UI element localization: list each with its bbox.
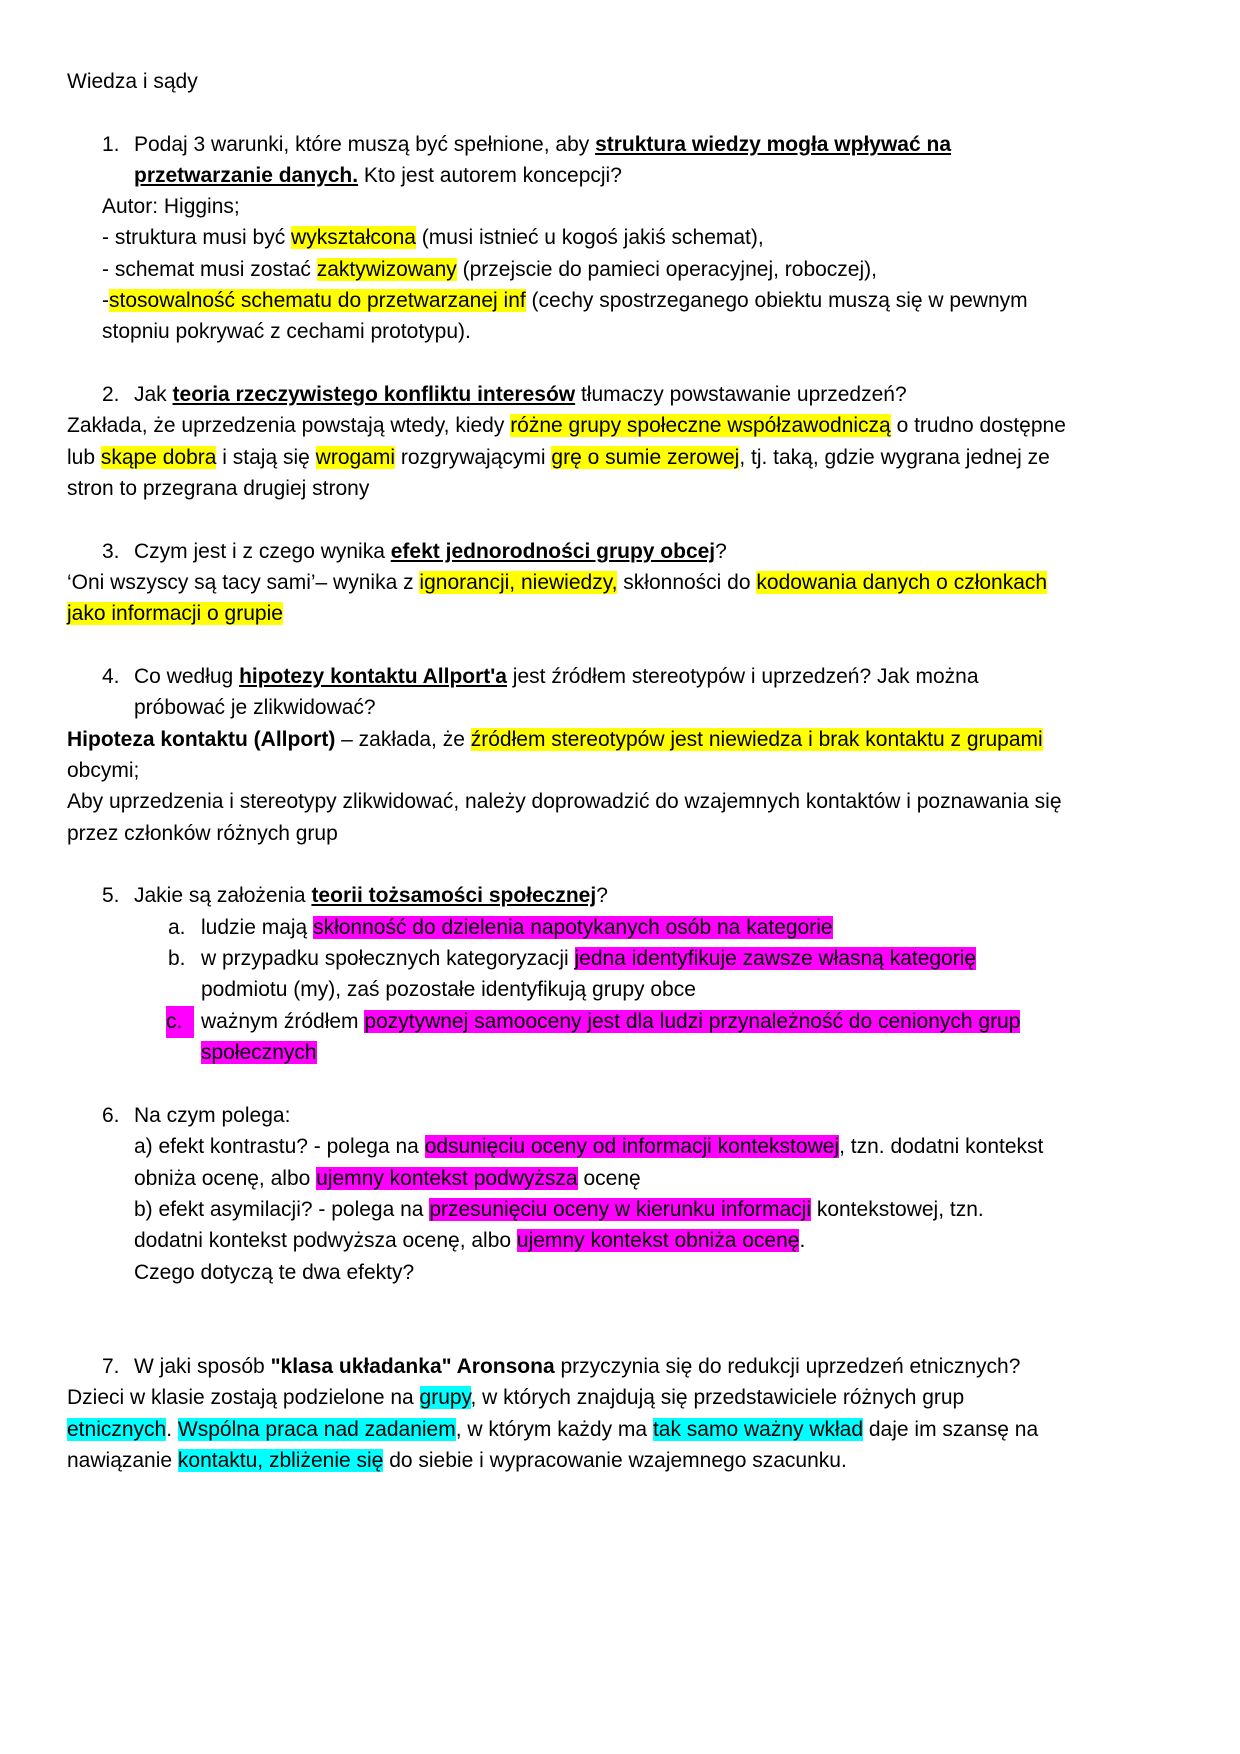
q6-answer-b-line2: dodatni kontekst podwyższa ocenę, albo ujemny kontekst obniża ocenę. bbox=[134, 1229, 806, 1252]
q5-item-b-letter: b. bbox=[168, 947, 186, 970]
q4-answer-line1: Hipoteza kontaktu (Allport) – zakłada, że źródłem stereotypów jest niewiedza i brak kontaktu z grupami bbox=[67, 728, 1043, 751]
q7-question: W jaki sposób "klasa układanka" Aronsona przyczynia się do redukcji uprzedzeń etnicznych? bbox=[134, 1355, 1021, 1378]
q1-answer-line1: - struktura musi być wykształcona (musi istnieć u kogoś jakiś schemat), bbox=[102, 226, 764, 249]
q6-followup: Czego dotyczą te dwa efekty? bbox=[134, 1261, 415, 1284]
q5-item-c-line1: ważnym źródłem pozytywnej samooceny jest dla ludzi przynależność do cenionych grup bbox=[201, 1010, 1021, 1033]
q4-number: 4. bbox=[102, 665, 120, 688]
q1-number: 1. bbox=[102, 133, 120, 156]
q5-item-b-line2: podmiotu (my), zaś pozostałe identyfikują grupy obce bbox=[201, 978, 696, 1001]
q6-question: Na czym polega: bbox=[134, 1104, 291, 1127]
q2-answer-line3: stron to przegrana drugiej strony bbox=[67, 477, 370, 500]
q1-answer-line3: -stosowalność schematu do przetwarzanej inf (cechy spostrzeganego obiektu muszą się w pewnym bbox=[102, 289, 1028, 312]
q1-answer-line2: - schemat musi zostać zaktywizowany (przejscie do pamieci operacyjnej, roboczej), bbox=[102, 258, 877, 281]
q6-number: 6. bbox=[102, 1104, 120, 1127]
q5-item-a: ludzie mają skłonność do dzielenia napotykanych osób na kategorie bbox=[201, 916, 833, 939]
q7-answer-line3: nawiązanie kontaktu, zbliżenie się do siebie i wypracowanie wzajemnego szacunku. bbox=[67, 1449, 847, 1472]
q2-answer-line1: Zakłada, że uprzedzenia powstają wtedy, kiedy różne grupy społeczne współzawodniczą o trudno dostępne bbox=[67, 414, 1066, 437]
q5-item-c-letter: c. bbox=[166, 1006, 194, 1038]
q1-answer-line4: stopniu pokrywać z cechami prototypu). bbox=[102, 320, 471, 343]
q3-question: Czym jest i z czego wynika efekt jednorodności grupy obcej? bbox=[134, 540, 727, 563]
q7-answer-line1: Dzieci w klasie zostają podzielone na grupy, w których znajdują się przedstawiciele różnych grup bbox=[67, 1386, 965, 1409]
q3-answer-line2: jako informacji o grupie bbox=[67, 602, 283, 625]
q7-number: 7. bbox=[102, 1355, 120, 1378]
q2-answer-line2: lub skąpe dobra i stają się wrogami rozgrywającymi grę o sumie zerowej, tj. taką, gdzie wygrana jednej ze bbox=[67, 446, 1050, 469]
q1-question-line2: przetwarzanie danych. Kto jest autorem koncepcji? bbox=[134, 164, 622, 187]
q5-item-c-line2: społecznych bbox=[201, 1041, 317, 1064]
q3-answer-line1: ‘Oni wszyscy są tacy sami’– wynika z ignorancji, niewiedzy, skłonności do kodowania danych o członkach bbox=[67, 571, 1048, 594]
q1-author: Autor: Higgins; bbox=[102, 195, 240, 218]
q7-answer-line2: etnicznych. Wspólna praca nad zadaniem, w którym każdy ma tak samo ważny wkład daje im szansę na bbox=[67, 1418, 1039, 1441]
q5-item-a-letter: a. bbox=[168, 916, 186, 939]
q3-number: 3. bbox=[102, 540, 120, 563]
q4-answer-line2: obcymi; bbox=[67, 759, 140, 782]
q5-question: Jakie są założenia teorii tożsamości społecznej? bbox=[134, 884, 608, 907]
q4-question-line1: Co według hipotezy kontaktu Allport'a jest źródłem stereotypów i uprzedzeń? Jak można bbox=[134, 665, 979, 688]
q6-answer-a-line2: obniża ocenę, albo ujemny kontekst podwyższa ocenę bbox=[134, 1167, 641, 1190]
document-title: Wiedza i sądy bbox=[67, 70, 198, 93]
q5-number: 5. bbox=[102, 884, 120, 907]
q6-answer-b-line1: b) efekt asymilacji? - polega na przesunięciu oceny w kierunku informacji kontekstowej, tzn. bbox=[134, 1198, 984, 1221]
q5-item-b-line1: w przypadku społecznych kategoryzacji jedna identyfikuje zawsze własną kategorię bbox=[201, 947, 977, 970]
q2-question: Jak teoria rzeczywistego konfliktu interesów tłumaczy powstawanie uprzedzeń? bbox=[134, 383, 907, 406]
q4-answer-line4: przez członków różnych grup bbox=[67, 822, 338, 845]
q1-question-line1: Podaj 3 warunki, które muszą być spełnione, aby struktura wiedzy mogła wpływać na bbox=[134, 133, 952, 156]
q6-answer-a-line1: a) efekt kontrastu? - polega na odsunięciu oceny od informacji kontekstowej, tzn. dodatni kontekst bbox=[134, 1135, 1044, 1158]
q4-answer-line3: Aby uprzedzenia i stereotypy zlikwidować, należy doprowadzić do wzajemnych kontaktów i poznawania się bbox=[67, 790, 1062, 813]
q4-question-line2: próbować je zlikwidować? bbox=[134, 696, 376, 719]
q2-number: 2. bbox=[102, 383, 120, 406]
